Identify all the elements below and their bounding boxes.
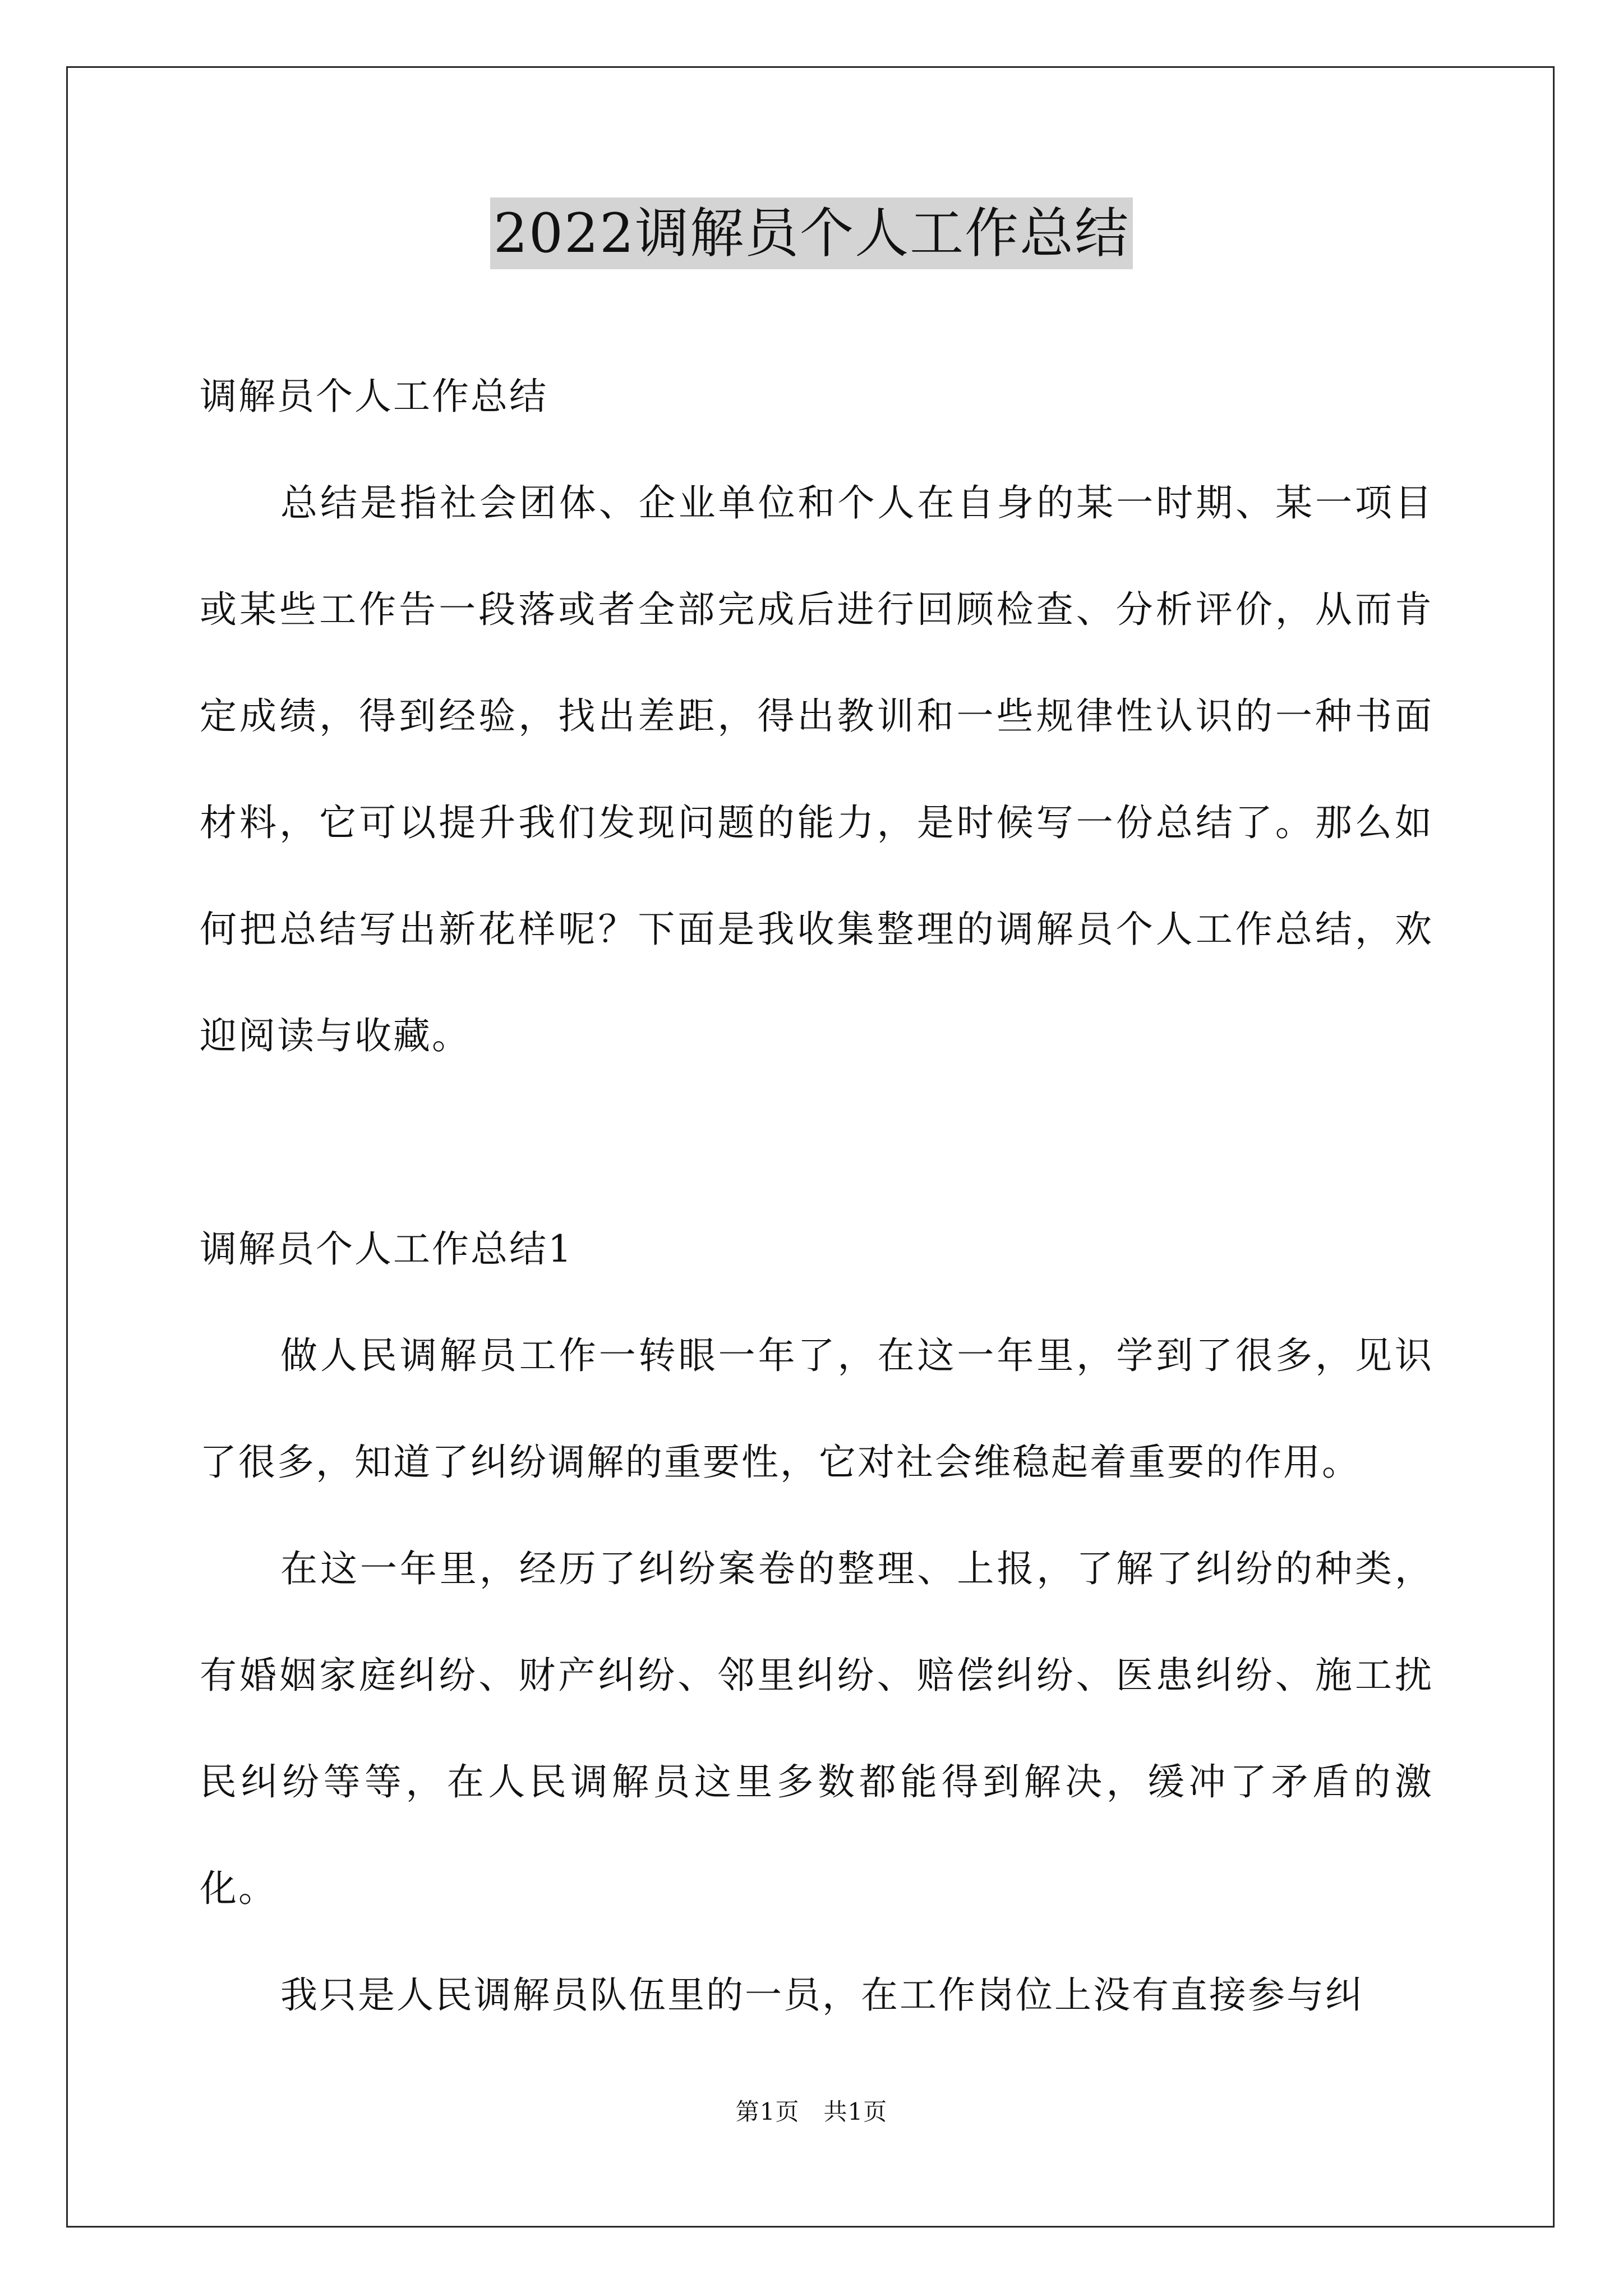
title-area xyxy=(0,197,1623,269)
section1-paragraph: 在这一年里，经历了纠纷案卷的整理、上报，了解了纠纷的种类，有婚姻家庭纠纷、财产纠纷、邻里纠纷、赔偿纠纷、医患纠纷、施工扰民纠纷等等，在人民调解员这里多数都能得到解决，缓冲了矛盾的激化。 xyxy=(200,1547,1433,1910)
page-total: 共1页 xyxy=(823,2098,888,2125)
intro-paragraph: 总结是指社会团体、企业单位和个人在自身的某一时期、某一项目或某些工作告一段落或者全部完成后进行回顾检查、分析评价，从而肯定成绩，得到经验，找出差距，得出教训和一些规律性认识的一种书面材料，它可以提升我们发现问题的能力，是时候写一份总结了。那么如何把总结写出新花样呢？下面是我收集整理的调解员个人工作总结，欢迎阅读与收藏。 xyxy=(200,481,1433,1057)
section1-heading: 调解员个人工作总结1 xyxy=(200,1227,573,1271)
intro-subheading: 调解员个人工作总结 xyxy=(200,375,548,418)
page-footer xyxy=(0,2095,1623,2129)
section1-paragraph: 做人民调解员工作一转眼一年了，在这一年里，学到了很多，见识了很多，知道了纠纷调解的重要性，它对社会维稳起着重要的作用。 xyxy=(200,1334,1433,1484)
document-body xyxy=(200,343,1433,2049)
section1-paragraph: 我只是人民调解员队伍里的一员，在工作岗位上没有直接参与纠 xyxy=(280,1973,1364,2017)
page-number: 第1页 xyxy=(735,2098,800,2125)
page-title: 2022调解员个人工作总结 xyxy=(490,197,1133,269)
section-spacer xyxy=(200,1089,1433,1196)
